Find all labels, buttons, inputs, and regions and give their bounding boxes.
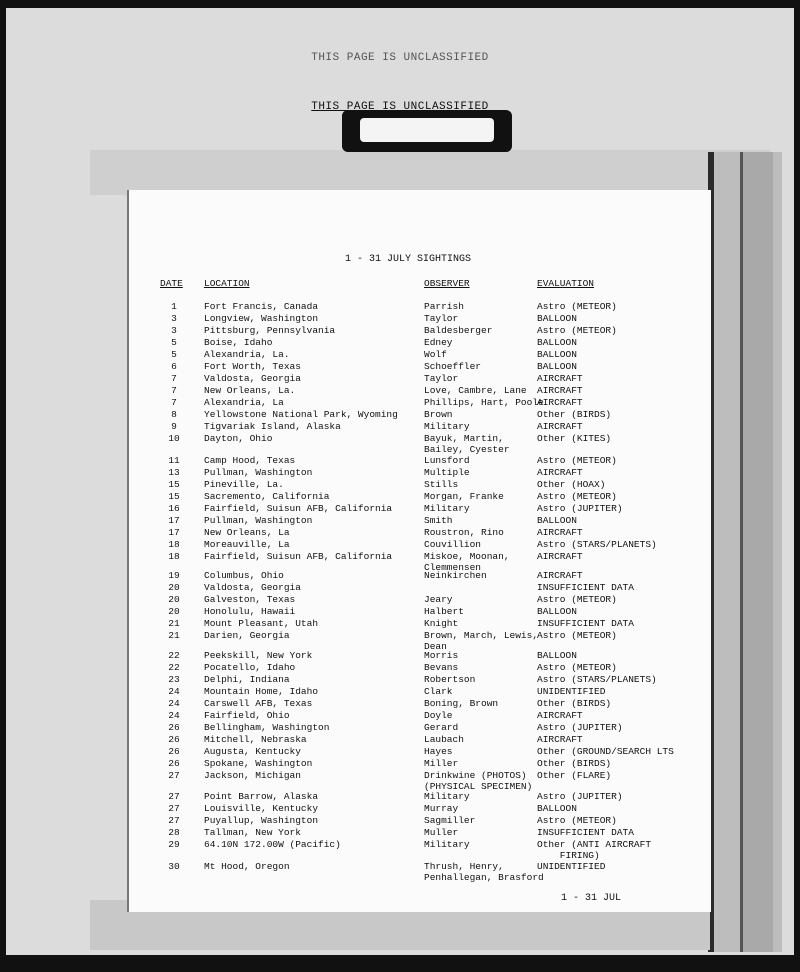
row-evaluation: BALLOON (537, 349, 577, 360)
row-date: 9 (171, 421, 177, 432)
row-observer: Bayuk, Martin, Bailey, Cyester (424, 433, 510, 455)
clipboard-right-edge-inner (740, 152, 773, 952)
row-date: 17 (168, 527, 180, 538)
row-location: Darien, Georgia (204, 630, 290, 641)
row-location: Tallman, New York (204, 827, 301, 838)
row-observer: Parrish (424, 301, 464, 312)
row-evaluation: Other (GROUND/SEARCH LTS (537, 746, 674, 757)
row-observer: Taylor (424, 313, 459, 324)
row-observer: Brown (424, 409, 453, 420)
row-date: 16 (168, 503, 180, 514)
row-evaluation: Astro (JUPITER) (537, 503, 623, 514)
row-location: Pocatello, Idaho (204, 662, 296, 673)
row-evaluation: AIRCRAFT (537, 373, 583, 384)
row-observer: Clark (424, 686, 453, 697)
row-observer: Gerard (424, 722, 459, 733)
row-observer: Morris (424, 650, 459, 661)
row-date: 22 (168, 662, 180, 673)
row-observer: Love, Cambre, Lane (424, 385, 527, 396)
row-evaluation: Astro (STARS/PLANETS) (537, 539, 657, 550)
row-date: 19 (168, 570, 180, 581)
page-footer: 1 - 31 JUL (561, 893, 622, 904)
row-evaluation: AIRCRAFT (537, 527, 583, 538)
row-evaluation: AIRCRAFT (537, 421, 583, 432)
row-observer: Halbert (424, 606, 464, 617)
row-observer: Baldesberger (424, 325, 493, 336)
clipboard-clip-hole (360, 118, 494, 142)
row-observer: Laubach (424, 734, 464, 745)
row-location: Camp Hood, Texas (204, 455, 296, 466)
row-evaluation: Other (HOAX) (537, 479, 606, 490)
row-location: Louisville, Kentucky (204, 803, 319, 814)
row-date: 13 (168, 467, 180, 478)
column-header-observer: OBSERVER (424, 278, 470, 289)
row-evaluation: Other (BIRDS) (537, 409, 612, 420)
row-location: Pittsburg, Pennsylvania (204, 325, 336, 336)
row-date: 23 (168, 674, 180, 685)
row-location: Pullman, Washington (204, 467, 313, 478)
classification-banner-top: THIS PAGE IS UNCLASSIFIED (311, 52, 489, 64)
row-observer: Hayes (424, 746, 453, 757)
row-observer: Lunsford (424, 455, 470, 466)
row-evaluation: UNIDENTIFIED (537, 686, 606, 697)
page-title: 1 - 31 JULY SIGHTINGS (345, 254, 472, 265)
row-evaluation: AIRCRAFT (537, 551, 583, 562)
row-observer: Jeary (424, 594, 453, 605)
row-evaluation: BALLOON (537, 650, 577, 661)
row-location: Tigvariak Island, Alaska (204, 421, 341, 432)
row-evaluation: BALLOON (537, 803, 577, 814)
row-location: Mount Pleasant, Utah (204, 618, 319, 629)
row-date: 11 (168, 455, 180, 466)
row-date: 18 (168, 551, 180, 562)
row-evaluation: Astro (JUPITER) (537, 722, 623, 733)
row-evaluation: Astro (METEOR) (537, 630, 617, 641)
row-evaluation: INSUFFICIENT DATA (537, 827, 634, 838)
row-evaluation: AIRCRAFT (537, 397, 583, 408)
row-evaluation: Astro (METEOR) (537, 301, 617, 312)
column-header-date: DATE (160, 278, 183, 289)
row-date: 18 (168, 539, 180, 550)
row-date: 3 (171, 325, 177, 336)
row-observer: Bevans (424, 662, 459, 673)
row-evaluation: UNIDENTIFIED (537, 861, 606, 872)
row-date: 24 (168, 710, 180, 721)
row-date: 6 (171, 361, 177, 372)
row-location: Alexandria, La (204, 397, 284, 408)
row-evaluation: Astro (METEOR) (537, 491, 617, 502)
row-date: 27 (168, 803, 180, 814)
row-date: 27 (168, 791, 180, 802)
row-date: 24 (168, 698, 180, 709)
row-location: Fairfield, Suisun AFB, California (204, 551, 393, 562)
row-location: Honolulu, Hawaii (204, 606, 296, 617)
row-evaluation: Other (KITES) (537, 433, 612, 444)
row-date: 26 (168, 758, 180, 769)
row-evaluation: Other (ANTI AIRCRAFT FIRING) (537, 839, 652, 861)
row-evaluation: BALLOON (537, 313, 577, 324)
row-date: 26 (168, 746, 180, 757)
row-date: 21 (168, 618, 180, 629)
scan-border-right (794, 0, 800, 972)
row-evaluation: Astro (METEOR) (537, 594, 617, 605)
row-date: 10 (168, 433, 180, 444)
row-observer: Doyle (424, 710, 453, 721)
row-location: New Orleans, La. (204, 385, 296, 396)
row-date: 8 (171, 409, 177, 420)
row-date: 26 (168, 722, 180, 733)
row-observer: Edney (424, 337, 453, 348)
row-location: Fairfield, Ohio (204, 710, 290, 721)
row-observer: Multiple (424, 467, 470, 478)
row-location: Fort Francis, Canada (204, 301, 319, 312)
row-location: Sacremento, California (204, 491, 330, 502)
row-location: Valdosta, Georgia (204, 582, 301, 593)
column-header-location: LOCATION (204, 278, 250, 289)
row-observer: Wolf (424, 349, 447, 360)
row-date: 27 (168, 770, 180, 781)
row-location: Delphi, Indiana (204, 674, 290, 685)
row-observer: Miller (424, 758, 459, 769)
clipboard-base (90, 150, 770, 195)
row-evaluation: Astro (METEOR) (537, 815, 617, 826)
row-evaluation: Astro (STARS/PLANETS) (537, 674, 657, 685)
row-date: 7 (171, 397, 177, 408)
row-observer: Murray (424, 803, 459, 814)
classification-banner-second: THIS PAGE IS UNCLASSIFIED (311, 101, 489, 113)
row-date: 20 (168, 582, 180, 593)
row-location: Fairfield, Suisun AFB, California (204, 503, 393, 514)
row-date: 28 (168, 827, 180, 838)
row-date: 20 (168, 606, 180, 617)
row-observer: Miskoe, Moonan, Clemmensen (424, 551, 510, 573)
row-location: Fort Worth, Texas (204, 361, 301, 372)
row-location: Boise, Idaho (204, 337, 273, 348)
row-location: Carswell AFB, Texas (204, 698, 313, 709)
row-observer: Morgan, Franke (424, 491, 504, 502)
row-evaluation: INSUFFICIENT DATA (537, 618, 634, 629)
row-location: Puyallup, Washington (204, 815, 319, 826)
row-evaluation: AIRCRAFT (537, 385, 583, 396)
row-location: Pullman, Washington (204, 515, 313, 526)
row-date: 30 (168, 861, 180, 872)
row-date: 24 (168, 686, 180, 697)
row-date: 1 (171, 301, 177, 312)
row-location: Augusta, Kentucky (204, 746, 301, 757)
row-date: 15 (168, 491, 180, 502)
row-date: 26 (168, 734, 180, 745)
row-observer: Boning, Brown (424, 698, 499, 709)
row-location: Valdosta, Georgia (204, 373, 301, 384)
row-evaluation: Astro (METEOR) (537, 662, 617, 673)
row-date: 15 (168, 479, 180, 490)
row-evaluation: BALLOON (537, 337, 577, 348)
row-observer: Stills (424, 479, 459, 490)
row-location: Galveston, Texas (204, 594, 296, 605)
scan-border-top (0, 0, 800, 8)
row-location: Pineville, La. (204, 479, 284, 490)
row-date: 7 (171, 385, 177, 396)
row-evaluation: Other (FLARE) (537, 770, 612, 781)
row-location: Dayton, Ohio (204, 433, 273, 444)
row-observer: Drinkwine (PHOTOS) (PHYSICAL SPECIMEN) (424, 770, 533, 792)
row-evaluation: AIRCRAFT (537, 734, 583, 745)
row-location: Longview, Washington (204, 313, 319, 324)
row-date: 3 (171, 313, 177, 324)
row-observer: Roustron, Rino (424, 527, 504, 538)
row-evaluation: AIRCRAFT (537, 570, 583, 581)
row-date: 29 (168, 839, 180, 850)
row-location: Peekskill, New York (204, 650, 313, 661)
row-observer: Thrush, Henry, Penhallegan, Brasford (424, 861, 544, 883)
row-location: New Orleans, La (204, 527, 290, 538)
row-location: Bellingham, Washington (204, 722, 330, 733)
row-observer: Military (424, 421, 470, 432)
row-observer: Schoeffler (424, 361, 482, 372)
row-observer: Knight (424, 618, 459, 629)
row-date: 5 (171, 337, 177, 348)
scan-border-bottom (0, 955, 800, 972)
row-observer: Smith (424, 515, 453, 526)
row-location: Mountain Home, Idaho (204, 686, 319, 697)
row-evaluation: AIRCRAFT (537, 467, 583, 478)
row-observer: Phillips, Hart, Poole (424, 397, 544, 408)
row-evaluation: Astro (METEOR) (537, 325, 617, 336)
row-location: Moreauville, La (204, 539, 290, 550)
row-observer: Military (424, 503, 470, 514)
row-observer: Sagmiller (424, 815, 476, 826)
row-evaluation: Astro (METEOR) (537, 455, 617, 466)
row-observer: Brown, March, Lewis, Dean (424, 630, 539, 652)
row-location: Alexandria, La. (204, 349, 290, 360)
row-location: Mitchell, Nebraska (204, 734, 307, 745)
row-date: 22 (168, 650, 180, 661)
row-observer: Robertson (424, 674, 476, 685)
row-location: Yellowstone National Park, Wyoming (204, 409, 398, 420)
row-observer: Taylor (424, 373, 459, 384)
row-location: Point Barrow, Alaska (204, 791, 319, 802)
row-observer: Military (424, 791, 470, 802)
row-evaluation: BALLOON (537, 515, 577, 526)
row-evaluation: Other (BIRDS) (537, 698, 612, 709)
row-date: 27 (168, 815, 180, 826)
row-evaluation: INSUFFICIENT DATA (537, 582, 634, 593)
row-observer: Military (424, 839, 470, 850)
row-evaluation: BALLOON (537, 606, 577, 617)
column-header-evaluation: EVALUATION (537, 278, 595, 289)
row-observer: Neinkirchen (424, 570, 487, 581)
row-date: 5 (171, 349, 177, 360)
row-evaluation: Other (BIRDS) (537, 758, 612, 769)
row-observer: Couvillion (424, 539, 482, 550)
row-location: Spokane, Washington (204, 758, 313, 769)
row-evaluation: BALLOON (537, 361, 577, 372)
row-date: 20 (168, 594, 180, 605)
row-date: 7 (171, 373, 177, 384)
row-evaluation: AIRCRAFT (537, 710, 583, 721)
row-location: Jackson, Michigan (204, 770, 301, 781)
row-location: 64.10N 172.00W (Pacific) (204, 839, 341, 850)
row-location: Columbus, Ohio (204, 570, 284, 581)
row-date: 21 (168, 630, 180, 641)
scan-border-left (0, 0, 6, 972)
row-location: Mt Hood, Oregon (204, 861, 290, 872)
row-date: 17 (168, 515, 180, 526)
row-evaluation: Astro (JUPITER) (537, 791, 623, 802)
row-observer: Muller (424, 827, 459, 838)
